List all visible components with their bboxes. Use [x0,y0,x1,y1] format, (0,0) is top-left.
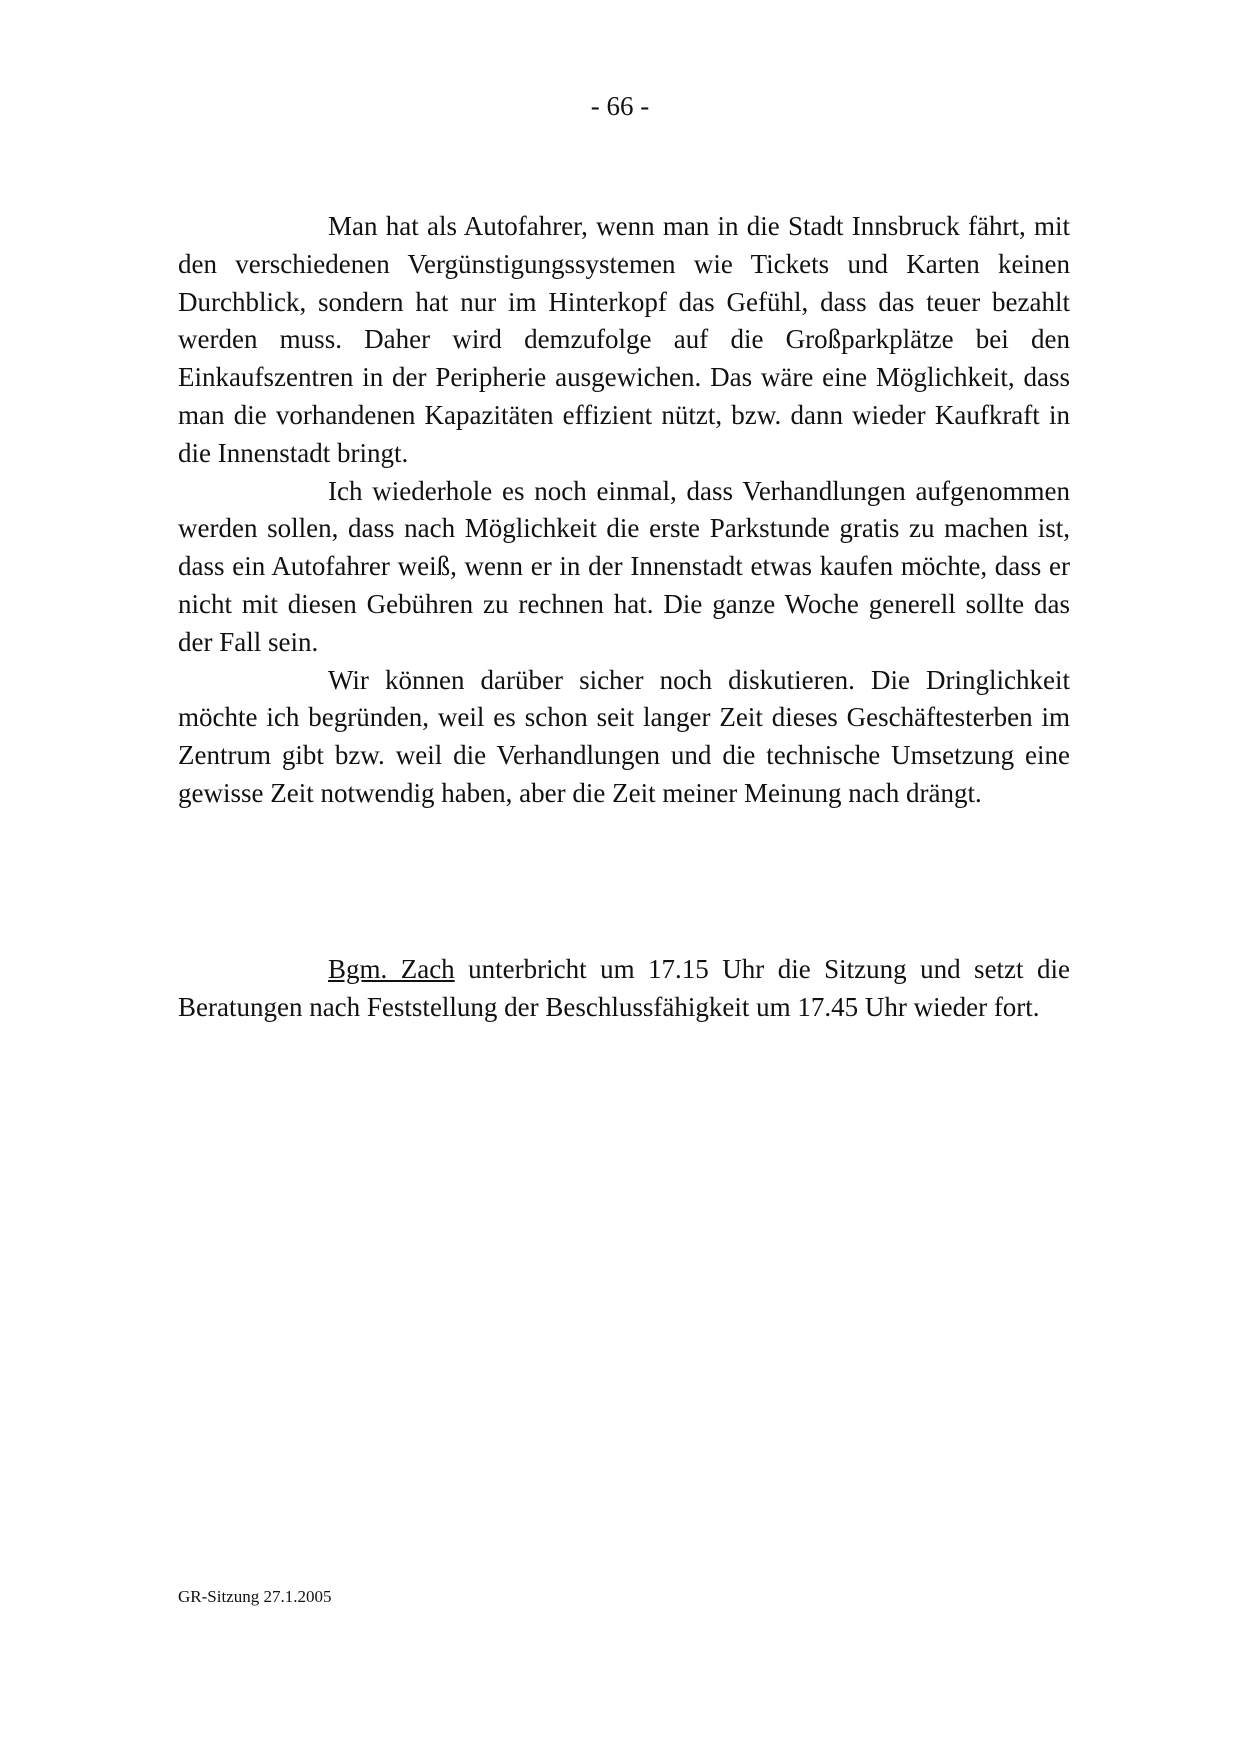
session-note-paragraph [178,951,1070,1027]
footer: GR-Sitzung 27.1.2005 [178,1587,332,1606]
paragraph: Wir können darüber sicher noch diskutieren. Die Dringlichkeit möchte ich begründen, weil es schon seit langer Zeit dieses Geschäftesterben im Zentrum gibt bzw. weil die Verhandlungen und die technische Umsetzung eine gewisse Zeit notwendig haben, aber die Zeit meiner Meinung nach drängt. [178,664,1070,808]
speech-text [178,208,1070,813]
paragraph: Ich wiederhole es noch einmal, dass Verhandlungen aufgenommen werden sollen, dass nach Möglichkeit die erste Parkstunde gratis zu machen ist, dass ein Autofahrer weiß, wenn er in der Innenstadt etwas kaufen möchte, dass er nicht mit diesen Gebühren zu rechnen hat. Die ganze Woche generell sollte das der Fall sein. [178,475,1070,657]
session-note-text: unterbricht um 17.15 Uhr die Sitzung und setzt die Beratungen nach Feststellung der Beschlussfähigkeit um 17.45 Uhr wieder fort. [178,954,1070,1022]
speaker-name: Bgm. Zach [328,954,455,984]
paragraph: Man hat als Autofahrer, wenn man in die Stadt Innsbruck fährt, mit den verschiedenen Vergünstigungssystemen wie Tickets und Karten keinen Durchblick, sondern hat nur im Hinterkopf das Gefühl, dass das teuer bezahlt werden muss. Daher wird demzufolge auf die Großparkplätze bei den Einkaufszentren in der Peripherie ausgewichen. Das wäre eine Möglichkeit, dass man die vorhandenen Kapazitäten effizient nützt, bzw. dann wieder Kaufkraft in die Innenstadt bringt. [178,211,1070,468]
session-note [178,951,1070,1027]
page-number: - 66 - [590,91,650,121]
